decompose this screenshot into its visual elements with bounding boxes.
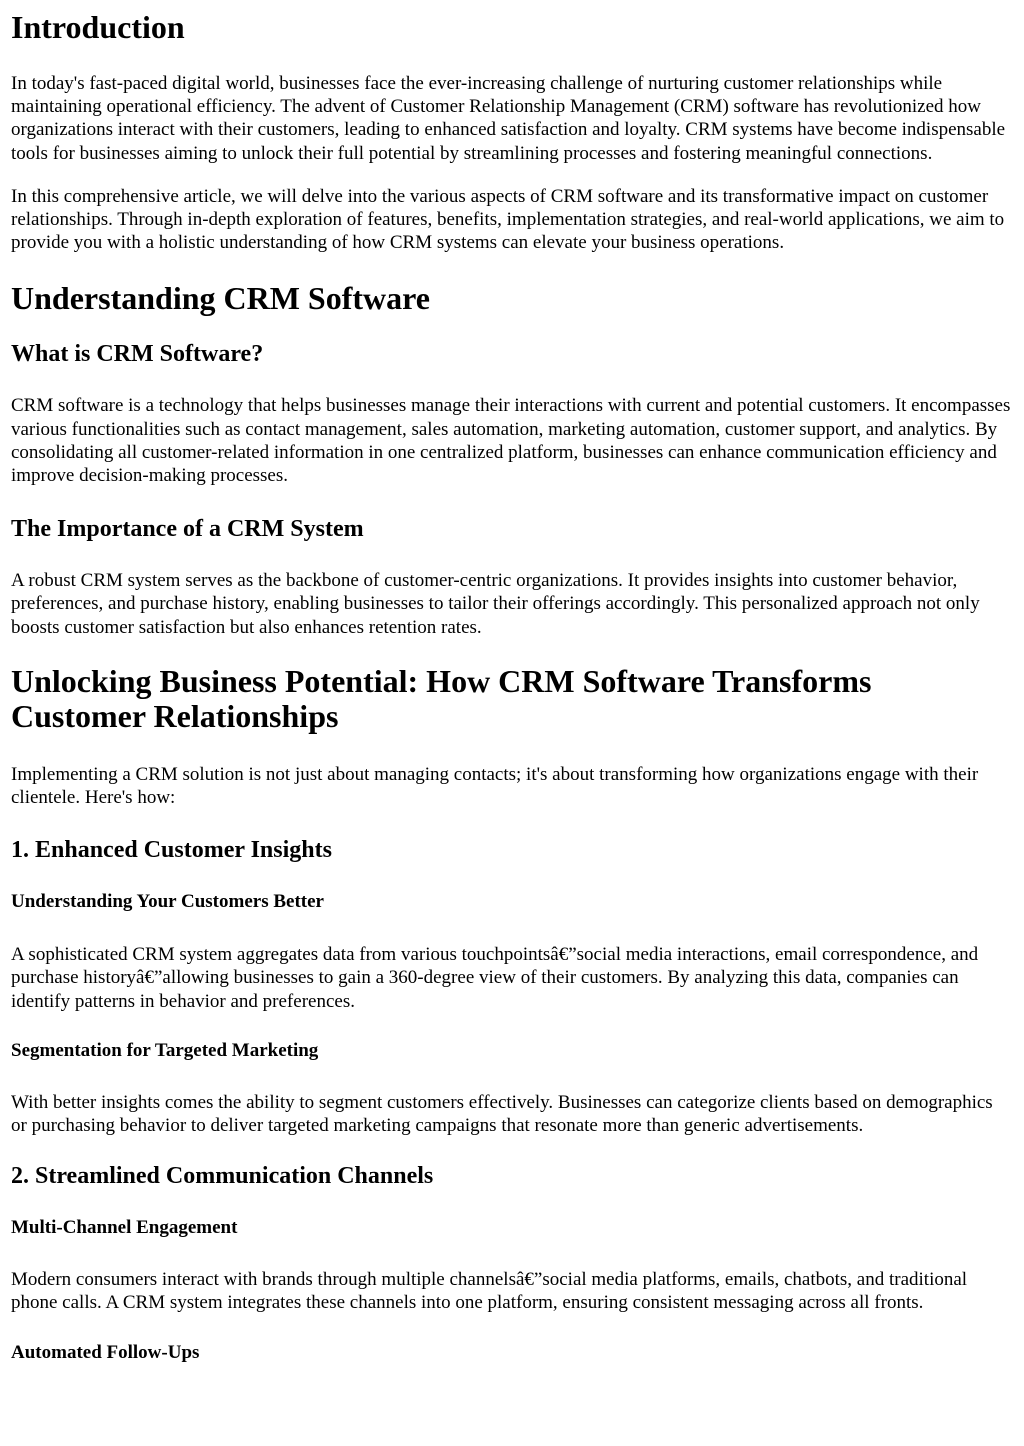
paragraph-importance: A robust CRM system serves as the backbone of customer-centric organizations. It provides insights into customer behavior, preferences, and purchase history, enabling businesses to tailor their offerings accordingly. This personalized approach not only boosts customer satisfaction but also enhances retention rates.: [11, 570, 980, 638]
heading-segmentation: Segmentation for Targeted Marketing: [11, 1039, 319, 1061]
heading-introduction: Introduction: [11, 9, 185, 45]
heading-what-is-crm: What is CRM Software?: [11, 341, 264, 368]
heading-enhanced-insights: 1. Enhanced Customer Insights: [11, 837, 332, 864]
paragraph-intro-2: In this comprehensive article, we will delve into the various aspects of CRM software and its transformative impact on customer relationships. Through in-depth exploration of features, benefits, implementation strategies, and real-world applications, we aim to provide you with a holistic understanding of how CRM systems can elevate your business operations.: [11, 185, 1005, 254]
paragraph-intro-1: In today's fast-paced digital world, businesses face the ever-increasing challenge of nurturing customer relationships while maintaining operational efficiency. The advent of Customer Relationship Management (CRM) software has revolutionized how organizations interact with their customers, leading to enhanced satisfaction and loyalty. CRM systems have become indispensable tools for businesses aiming to unlock their full potential by streamlining processes and fostering meaningful connections.: [11, 73, 1006, 164]
heading-multichannel: Multi-Channel Engagement: [11, 1217, 238, 1239]
paragraph-implementing: Implementing a CRM solution is not just about managing contacts; it's about transforming how organizations engage with their clientele. Here's how:: [11, 763, 979, 809]
paragraph-what-is-crm: CRM software is a technology that helps businesses manage their interactions with current and potential customers. It encompasses various functionalities such as contact management, sales automation, marketing automation, customer support, and analytics. By consolidating all customer-related information in one centralized platform, businesses can enhance communication efficiency and improve decision-making processes.: [11, 395, 1011, 487]
paragraph-multichannel: Modern consumers interact with brands through multiple channelsâ€”social media platforms, emails, chatbots, and traditional phone calls. A CRM system integrates these channels into one platform, ensuring consistent messaging across all fronts.: [11, 1269, 968, 1314]
heading-unlocking-potential: Unlocking Business Potential: How CRM Software Transforms Customer Relationships: [11, 662, 872, 734]
heading-importance: The Importance of a CRM System: [11, 516, 364, 543]
heading-understanding-customers: Understanding Your Customers Better: [11, 891, 324, 913]
paragraph-sophisticated: A sophisticated CRM system aggregates data from various touchpointsâ€”social media interactions, email correspondence, and purchase historyâ€”allowing businesses to gain a 360-degree view of their customers. By analyzing this data, companies can identify patterns in behavior and preferences.: [11, 944, 979, 1012]
heading-understanding-crm: Understanding CRM Software: [11, 280, 430, 317]
heading-automated-followups: Automated Follow-Ups: [11, 1341, 200, 1363]
heading-streamlined-communication: 2. Streamlined Communication Channels: [11, 1163, 434, 1190]
paragraph-segmentation: With better insights comes the ability to segment customers effectively. Businesses can categorize clients based on demographics or purchasing behavior to deliver targeted marketing campaigns that resonate more than generic advertisements.: [11, 1091, 993, 1137]
